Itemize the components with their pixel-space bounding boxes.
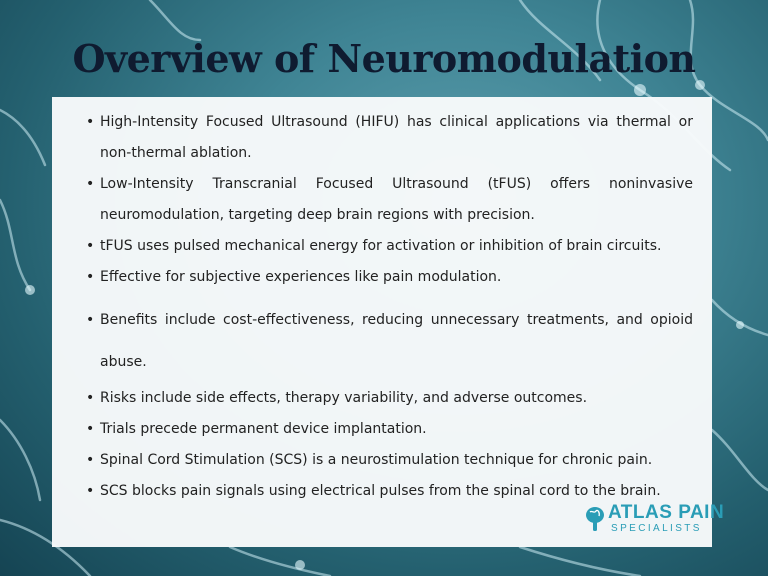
content-panel: [52, 97, 725, 547]
bullet-item: • Trials precede permanent device implantation.: [86, 414, 693, 445]
logo-sub-text: SPECIALISTS: [611, 523, 702, 534]
bullet-item: • Benefits include cost-effectiveness, reducing unnecessary treatments, and opioid abuse.: [86, 299, 693, 383]
bullet-item: • Risks include side effects, therapy variability, and adverse outcomes.: [86, 383, 693, 414]
bullet-item: • High-Intensity Focused Ultrasound (HIFU) has clinical applications via thermal or non-thermal ablation.: [86, 107, 693, 169]
bullet-item: • tFUS uses pulsed mechanical energy for activation or inhibition of brain circuits.: [86, 231, 693, 262]
bullet-item: • Low-Intensity Transcranial Focused Ultrasound (tFUS) offers noninvasive neuromodulation, targeting deep brain regions with precision.: [86, 169, 693, 231]
bullet-item: • SCS blocks pain signals using electrical pulses from the spinal cord to the brain.: [86, 476, 693, 507]
brain-logo-icon: [585, 506, 605, 532]
logo-main-text: ATLAS PAIN: [608, 502, 725, 523]
bullet-item: • Spinal Cord Stimulation (SCS) is a neurostimulation technique for chronic pain.: [86, 445, 693, 476]
atlas-pain-logo: [585, 502, 725, 536]
bullet-item: • Effective for subjective experiences like pain modulation.: [86, 262, 693, 293]
slide-title: Overview of Neuromodulation: [72, 36, 696, 81]
bullet-list: [86, 107, 693, 507]
